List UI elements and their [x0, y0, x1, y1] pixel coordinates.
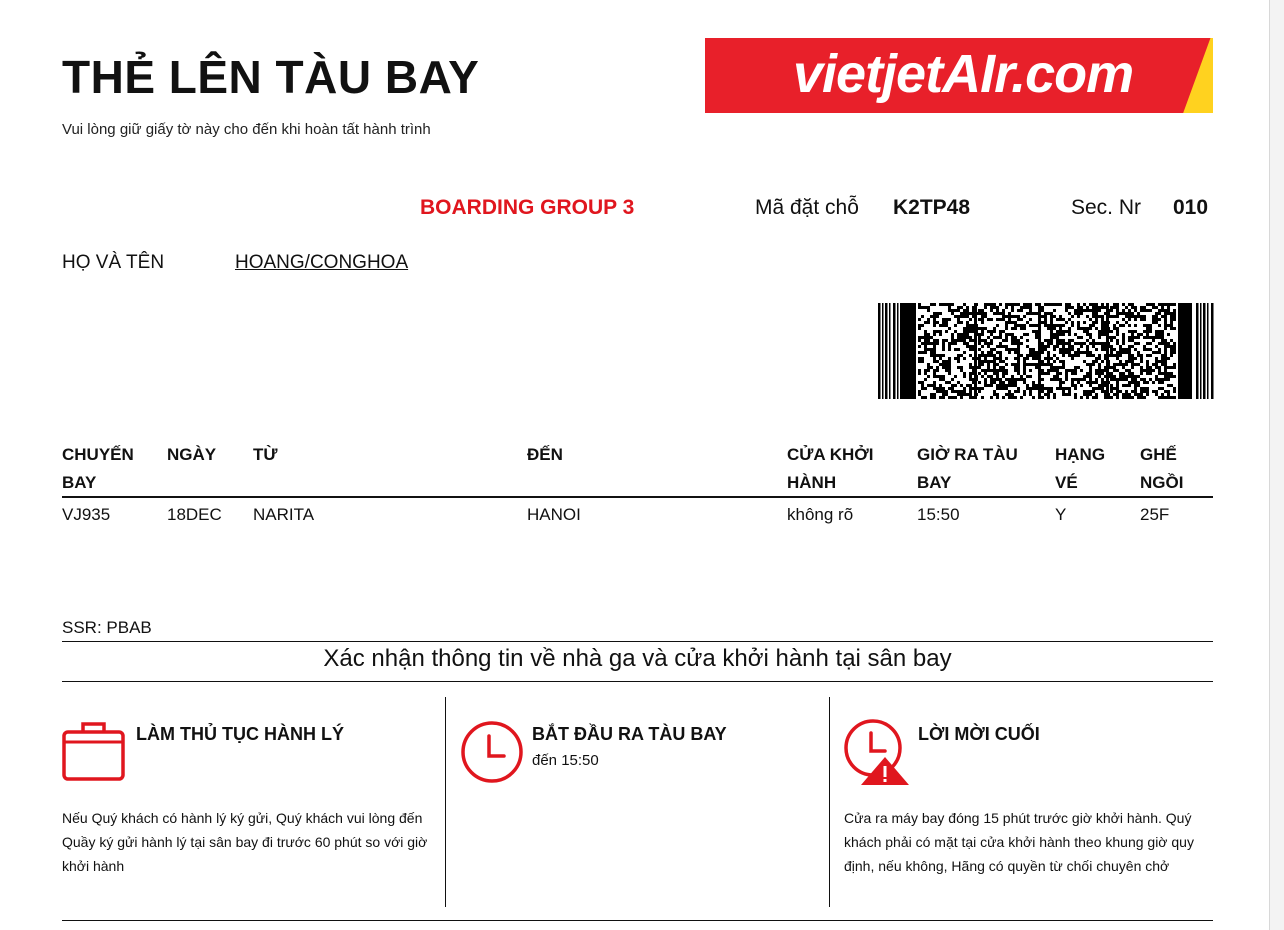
airport-notice: Xác nhận thông tin về nhà ga và cửa khởi hành tại sân bay — [323, 645, 952, 672]
notice-top-divider — [62, 641, 1213, 642]
barcode-bars — [878, 303, 1214, 399]
page-scroll-edge[interactable] — [1269, 0, 1284, 930]
logo-text: vietjetAIr.com — [793, 44, 1134, 104]
barcode — [878, 303, 1214, 399]
pnr-value: K2TP48 — [893, 196, 971, 219]
baggage-text: Nếu Quý khách có hành lý ký gửi, Quý khách vui lòng đến Quầy ký gửi hành lý tại sân bay đi trước 60 phút so với giờ khởi hành — [62, 810, 428, 874]
sec-value: 010 — [1173, 196, 1209, 219]
page-subtitle: Vui lòng giữ giấy tờ này cho đến khi hoàn tất hành trình — [62, 121, 431, 138]
ssr-code: SSR: PBAB — [62, 618, 152, 637]
notice-bottom-divider — [62, 681, 1213, 682]
sec-label: Sec. Nr — [1071, 196, 1142, 219]
td-boarding-time: 15:50 — [917, 505, 960, 524]
page-title: THẺ LÊN TÀU BAY — [62, 51, 480, 103]
clock-warning-icon — [840, 717, 914, 787]
passenger-name-label: HỌ VÀ TÊN — [62, 252, 165, 273]
th-to: ĐẾN — [527, 445, 563, 464]
boarding-group: BOARDING GROUP 3 — [420, 196, 635, 219]
td-gate: không rõ — [787, 505, 854, 524]
column-divider-1 — [445, 697, 446, 907]
th-class: HẠNG VÉ — [1055, 445, 1106, 492]
th-gate: CỬA KHỞI HÀNH — [787, 445, 874, 492]
td-class: Y — [1055, 505, 1067, 524]
suitcase-icon — [61, 718, 127, 784]
table-header-divider — [62, 496, 1213, 498]
th-seat: GHẾ NGỒI — [1140, 445, 1184, 492]
passenger-name-value: HOANG/CONGHOA — [235, 252, 409, 273]
th-from: TỪ — [253, 445, 278, 464]
column-divider-2 — [829, 697, 830, 907]
td-from: NARITA — [253, 505, 315, 524]
th-date: NGÀY — [167, 445, 217, 464]
footer-divider — [62, 920, 1213, 921]
pnr-label: Mã đặt chỗ — [755, 196, 859, 219]
th-flight: CHUYẾN BAY — [62, 445, 134, 492]
boarding-subtitle: đến 15:50 — [532, 752, 599, 769]
td-flight: VJ935 — [62, 505, 111, 524]
final-call-title: LỜI MỜI CUỐI — [918, 724, 1040, 744]
td-seat: 25F — [1140, 505, 1170, 524]
clock-icon — [459, 719, 525, 785]
baggage-title: LÀM THỦ TỤC HÀNH LÝ — [136, 724, 344, 744]
vietjet-logo — [705, 38, 1213, 113]
td-to: HANOI — [527, 505, 581, 524]
th-boarding-time: GIỜ RA TÀU BAY — [917, 445, 1018, 492]
final-call-text: Cửa ra máy bay đóng 15 phút trước giờ khởi hành. Quý khách phải có mặt tại cửa khởi hành theo khung giờ quy định, nếu không, Hãng có quyền từ chối chuyên chở — [844, 810, 1194, 874]
boarding-title: BẮT ĐẦU RA TÀU BAY — [532, 724, 727, 744]
td-date: 18DEC — [167, 505, 222, 524]
